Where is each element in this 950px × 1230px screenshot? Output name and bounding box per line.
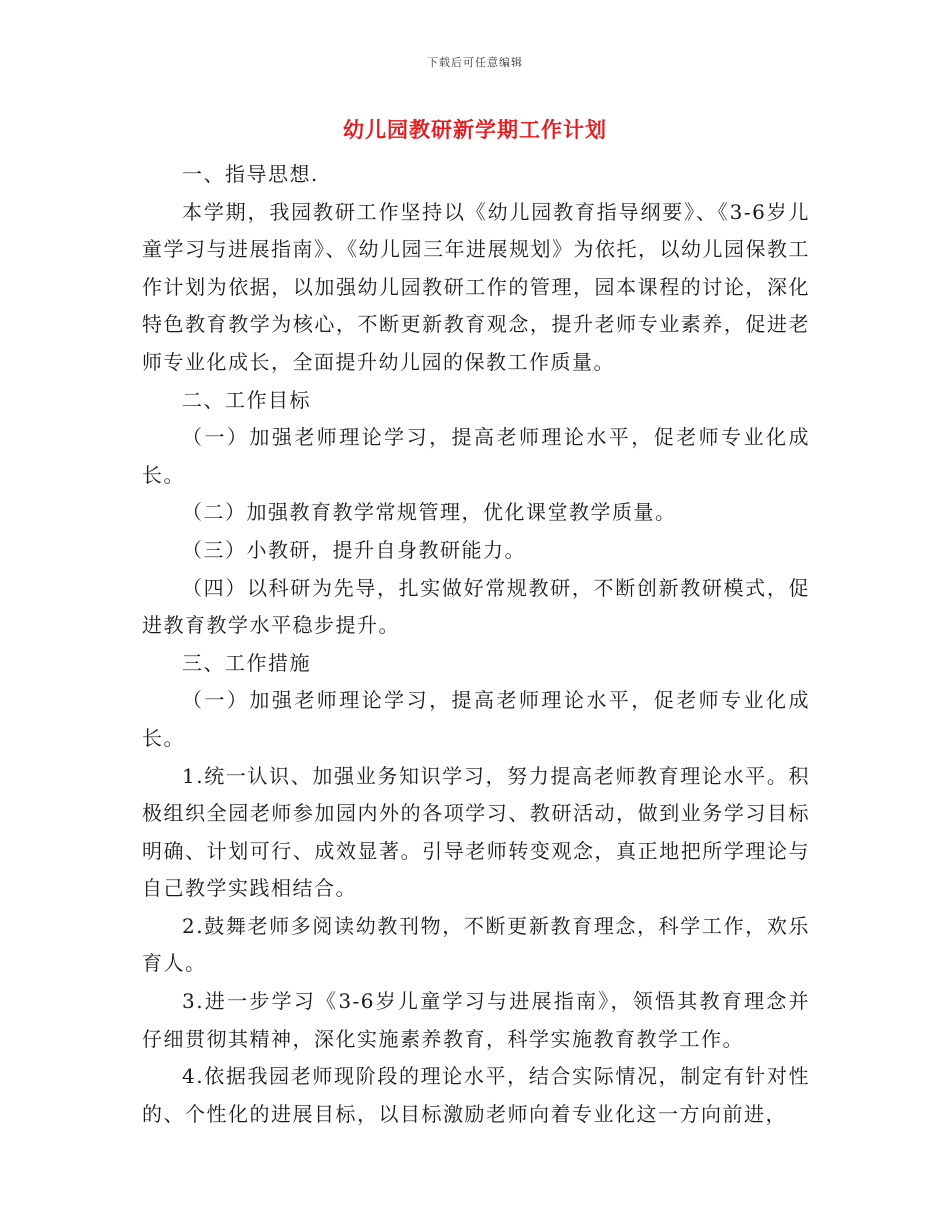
measure-subheading-1: （一）加强老师理论学习，提高老师理论水平，促老师专业化成长。 [142, 688, 810, 750]
document-title: 幼儿园教研新学期工作计划 [343, 117, 607, 142]
section-heading-work-goals: 二、工作目标 [182, 387, 311, 412]
goal-item-2: （二）加强教育教学常规管理，优化课堂教学质量。 [182, 500, 677, 525]
goal-item-4: （四）以科研为先导，扎实做好常规教研，不断创新教研模式，促进教育教学水平稳步提升。 [142, 575, 810, 638]
document-body [142, 156, 810, 1133]
measure-item-3: 3.进一步学习《3-6岁儿童学习与进展指南》，领悟其教育理念并仔细贯彻其精神，深化实施素养教育，科学实施教育教学工作。 [142, 989, 810, 1051]
section-heading-work-measures: 三、工作措施 [182, 650, 311, 675]
header-note: 下载后可任意编辑 [427, 56, 523, 69]
goal-item-1: （一）加强老师理论学习，提高老师理论水平，促老师专业化成长。 [142, 425, 810, 487]
measure-item-1: 1.统一认识、加强业务知识学习，努力提高老师教育理论水平。积极组织全园老师参加园内外的各项学习、教研活动，做到业务学习目标明确、计划可行、成效显著。引导老师转变观念，真正地把所学理论与自己教学实践相结合。 [142, 763, 810, 901]
measure-item-4: 4.依据我园老师现阶段的理论水平，结合实际情况，制定有针对性的、个性化的进展目标，以目标激励老师向着专业化这一方向前进， [142, 1064, 810, 1126]
measure-item-2: 2.鼓舞老师多阅读幼教刊物，不断更新教育理念，科学工作，欢乐育人。 [142, 913, 810, 976]
goal-item-3: （三）小教研，提升自身教研能力。 [182, 537, 526, 562]
section-heading-guiding-ideology: 一、指导思想. [182, 162, 319, 186]
paragraph-guiding-ideology: 本学期，我园教研工作坚持以《幼儿园教育指导纲要》、《3-6岁儿童学习与进展指南》、《幼儿园三年进展规划》为依托，以幼儿园保教工作计划为依据，以加强幼儿园教研工作的管理，园本课程的讨论，深化特色教育教学为核心，不断更新教育观念，提升老师专业素养，促进老师专业化成长，全面提升幼儿园的保教工作质量。 [142, 199, 810, 374]
